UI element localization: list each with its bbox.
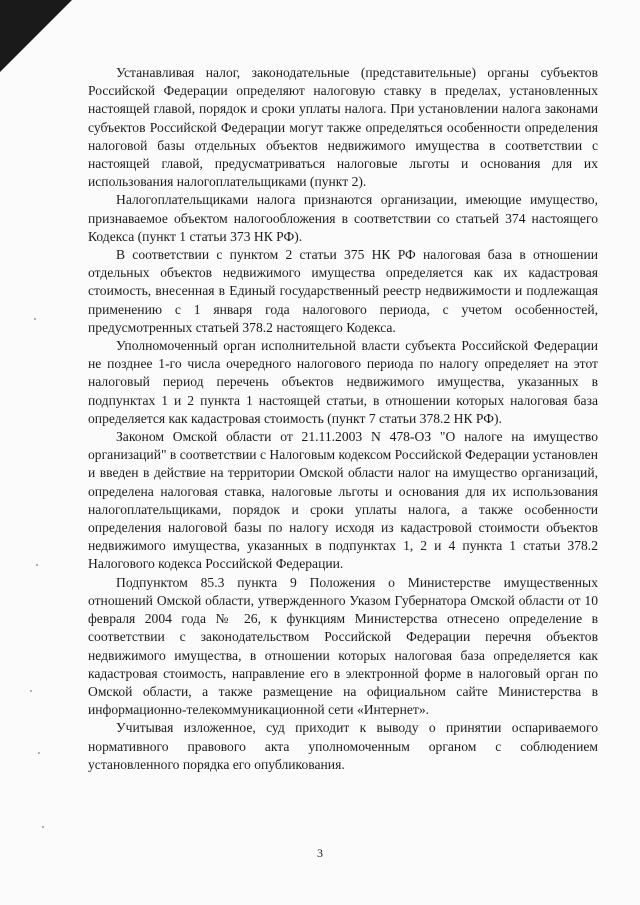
scan-speck [30,690,32,692]
scan-speck [38,752,40,754]
document-body [88,64,598,774]
paragraph-ministry-regulation: Подпунктом 85.3 пункта 9 Положения о Министерстве имущественных отношений Омской области, утвержденного Указом Губернатора Омской области от 10 февраля 2004 года № 26, к функциям Министерства отнесено определение в соответствии с законодательством Российской Федерации перечня объектов недвижимого имущества, в отношении которых налоговая база определяется как кадастровая стоимость, направление его в электронной форме в налоговый орган по Омской области, а также размещение на официальном сайте Министерства в информационно-телекоммуникационной сети «Интернет». [88,574,598,718]
paragraph-tax-base: В соответствии с пунктом 2 статьи 375 НК РФ налоговая база в отношении отдельных объектов недвижимого имущества определяется как их кадастровая стоимость, внесенная в Единый государственный реестр недвижимости и подлежащая применению с 1 января года налогового периода, с учетом особенностей, предусмотренных статьей 378.2 настоящего Кодекса. [88,247,598,335]
scan-speck [42,826,44,828]
scan-corner-shadow [0,0,72,72]
paragraph-authorized-body: Уполномоченный орган исполнительной власти субъекта Российской Федерации не позднее 1-го числа очередного налогового периода по налогу определяет на этот налоговый период перечень объектов недвижимого имущества, указанных в подпунктах 1 и 2 пункта 1 настоящей статьи, в отношении которых налоговая база определяется как кадастровая стоимость (пункт 7 статьи 378.2 НК РФ). [88,338,598,426]
scan-speck [36,564,38,566]
scan-speck [34,318,36,320]
paragraph-taxpayers: Налогоплательщиками налога признаются организации, имеющие имущество, признаваемое объектом налогообложения в соответствии со статьей 374 настоящего Кодекса (пункт 1 статьи 373 НК РФ). [88,192,598,244]
page-number: 3 [317,846,323,860]
paragraph-court-conclusion: Учитывая изложенное, суд приходит к выводу о принятии оспариваемого нормативного правового акта уполномоченным органом с соблюдением установленного порядка его опубликования. [88,720,598,772]
paragraph-tax-setting: Устанавливая налог, законодательные (представительные) органы субъектов Российской Федерации определяют налоговую ставку в пределах, установленных настоящей главой, порядок и сроки уплаты налога. При установлении налога законами субъектов Российской Федерации могут также определяться особенности определения налоговой базы отдельных объектов недвижимого имущества в соответствии с настоящей главой, предусматриваться налоговые льготы и основания для их использования налогоплательщиками (пункт 2). [88,65,598,190]
paragraph-omsk-law: Законом Омской области от 21.11.2003 N 478-ОЗ "О налоге на имущество организаций" в соответствии с Налоговым кодексом Российской Федерации установлен и введен в действие на территории Омской области налог на имущество организаций, определена налоговая ставка, налоговые льготы и основания для их использования налогоплательщиками, порядок и сроки уплаты налога, а также особенности определения налоговой базы по налогу исходя из кадастровой стоимости объектов недвижимого имущества, указанных в подпунктах 1, 2 и 4 пункта 1 статьи 378.2 Налогового кодекса Российской Федерации. [88,429,598,572]
